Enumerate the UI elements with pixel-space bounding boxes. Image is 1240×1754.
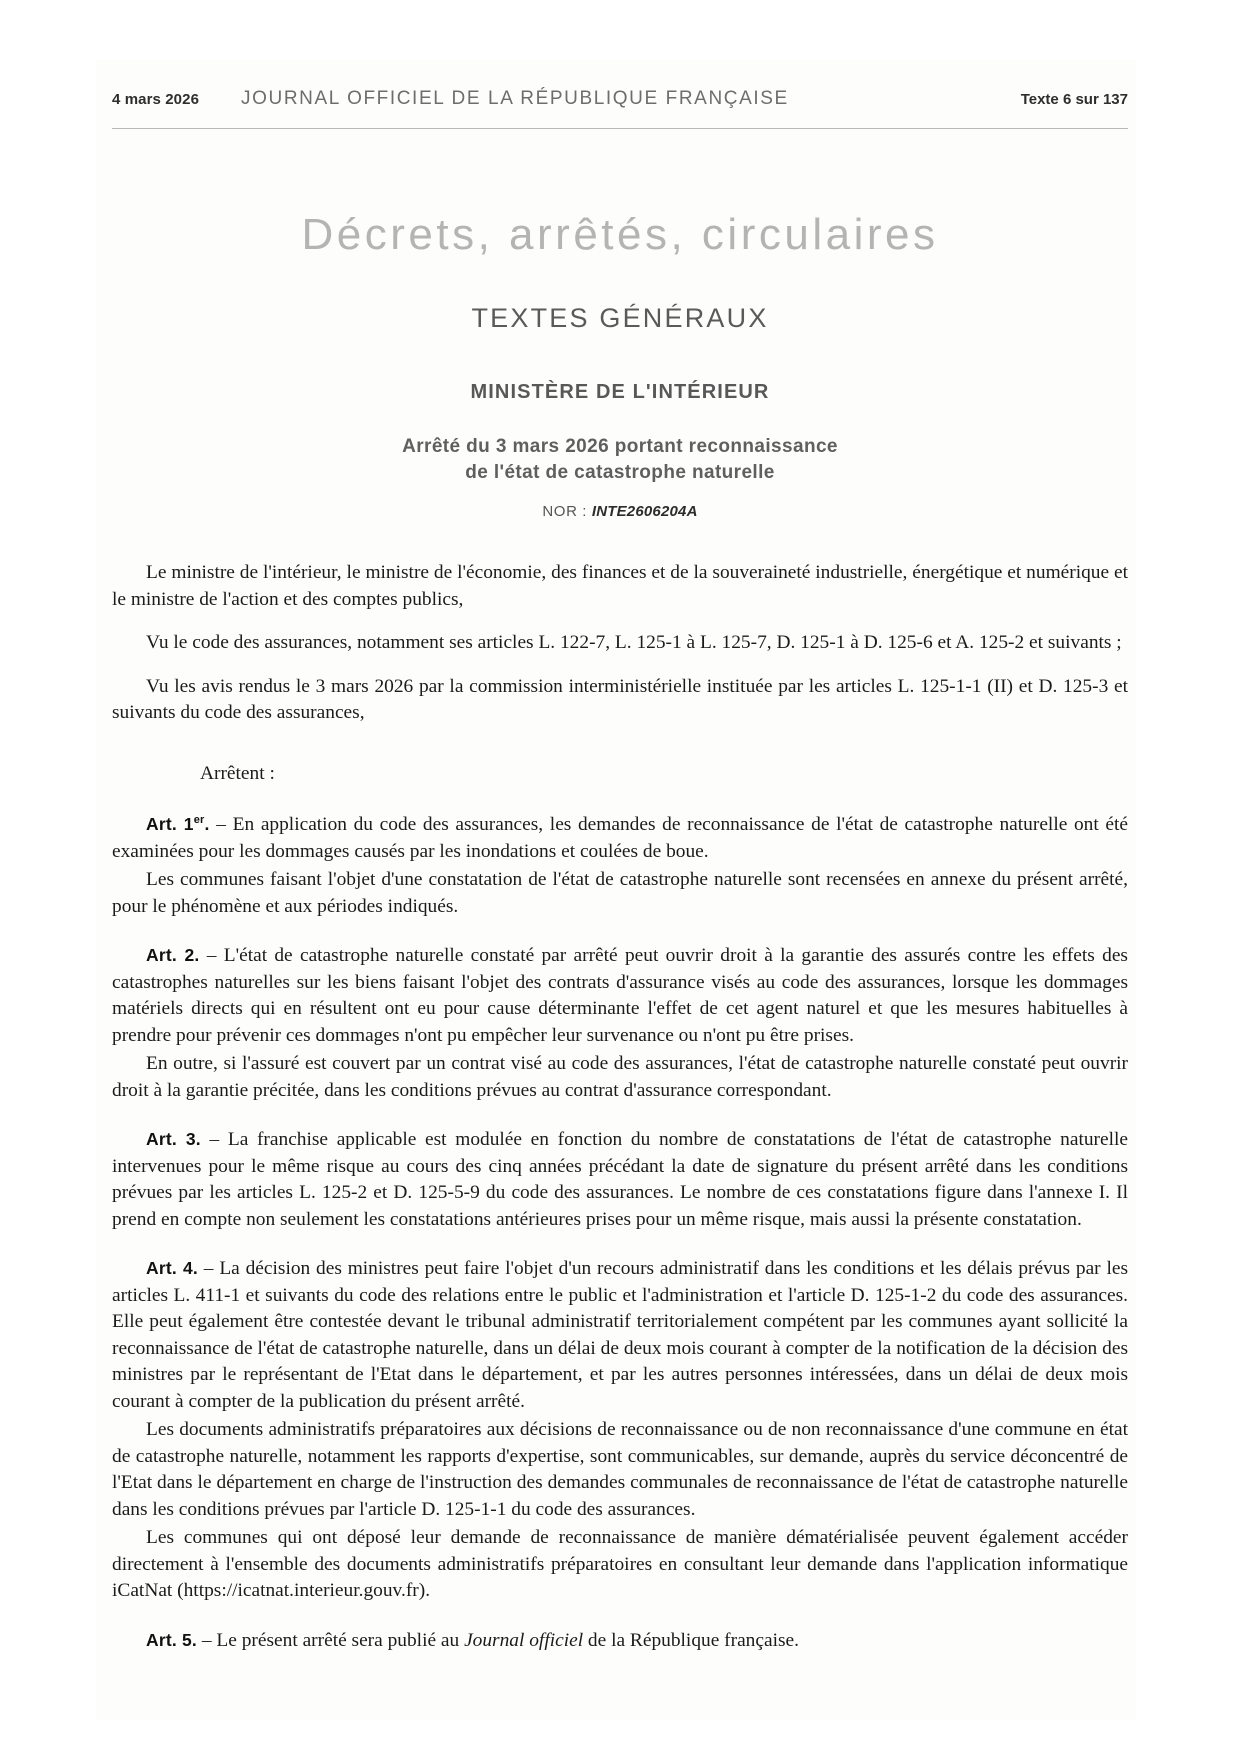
preamble-paragraph: Le ministre de l'intérieur, le ministre de l'économie, des finances et de la souveraineté industrielle, énergétique et numérique et le ministre de l'action et des comptes publics, bbox=[112, 562, 1128, 610]
article-1-paragraph-2: Les communes faisant l'objet d'une constatation de l'état de catastrophe naturelle sont recensées en annexe du présent arrêté, pour le phénomène et aux périodes indiqués. bbox=[112, 869, 1128, 917]
publication-date: 4 mars 2026 bbox=[112, 91, 200, 108]
nor-line bbox=[0, 503, 1240, 520]
article-5-label: Art. 5. bbox=[146, 1629, 197, 1650]
vu-paragraph-2: Vu les avis rendus le 3 mars 2026 par la commission interministérielle instituée par les articles L. 125-1-1 (II) et D. 125-3 et suivants du code des assurances, bbox=[112, 675, 1128, 723]
act-title bbox=[0, 434, 1240, 486]
paragraph-spacer bbox=[112, 1104, 1128, 1126]
article-4-text-1: La décision des ministres peut faire l'objet d'un recours administratif dans les conditions et les délais prévus par les articles L. 411-1 et suivants du code des relations entre le public et l'administration et l'article D. 125-1-2 du code des assurances. Elle peut également être contestée devant le tribunal administratif territorialement compétent par les communes ayant sollicité la reconnaissance de l'état de catastrophe naturelle, dans un délai de deux mois courant à compter de la notification de la décision des ministres par le représentant de l'Etat dans le département, et par les autres personnes intéressées, dans un délai de deux mois courant à compter de la publication du présent arrêté. bbox=[112, 1258, 1128, 1412]
act-title-line-1: Arrêté du 3 mars 2026 portant reconnaissance bbox=[402, 436, 838, 457]
journal-officiel-italic: Journal officiel bbox=[464, 1629, 584, 1651]
article-1-paragraph-1 bbox=[112, 811, 1128, 865]
paragraph-spacer bbox=[112, 657, 1128, 674]
page-title: Décrets, arrêtés, circulaires bbox=[301, 210, 939, 259]
article-4-paragraph-1 bbox=[112, 1255, 1128, 1415]
article-2-paragraph-2: En outre, si l'assuré est couvert par un contrat visé au code des assurances, l'état de catastrophe naturelle constaté peut ouvrir droit à la garantie précitée, dans les conditions prévues au contrat d'assurance correspondant. bbox=[112, 1053, 1128, 1101]
arretent-line: Arrêtent : bbox=[200, 762, 275, 784]
article-5-text-after: de la République française. bbox=[583, 1629, 799, 1651]
vu-paragraph-1: Vu le code des assurances, notamment ses articles L. 122-7, L. 125-1 à L. 125-7, D. 125-1 à D. 125-6 et A. 125-2 et suivants ; bbox=[146, 632, 1122, 653]
section-heading: TEXTES GÉNÉRAUX bbox=[471, 303, 769, 333]
page-running-head bbox=[112, 88, 1128, 114]
document-body bbox=[112, 560, 1128, 1654]
article-5-dash: – bbox=[201, 1629, 212, 1651]
article-2-text-1: L'état de catastrophe naturelle constaté par arrêté peut ouvrir droit à la garantie des assurés contre les effets des catastrophes naturelles sur les biens faisant l'objet des contrats d'assurance visés au code des assurances, lorsque les dommages matériels directs qui en résultent ont eu pour cause déterminante l'effet de cet agent naturel et que les mesures habituelles à prendre pour prévenir ces dommages n'ont pu empêcher leur survenance ou n'ont pu être prises. bbox=[112, 945, 1128, 1046]
article-2-dash: – bbox=[206, 945, 217, 966]
article-4-paragraph-3: Les communes qui ont déposé leur demande de reconnaissance de manière dématérialisée peuvent également accéder directement à l'ensemble des documents administratifs préparatoires en consultant leur demande dans l'application informatique iCatNat (https://icatnat.interieur.gouv.fr). bbox=[112, 1527, 1128, 1601]
article-3-label: Art. 3. bbox=[146, 1129, 201, 1149]
article-3-paragraph-1 bbox=[112, 1126, 1128, 1233]
article-3-dash: – bbox=[209, 1129, 220, 1150]
article-4-label: Art. 4. bbox=[146, 1258, 198, 1278]
paragraph-spacer bbox=[112, 1605, 1128, 1627]
journal-title: JOURNAL OFFICIEL DE LA RÉPUBLIQUE FRANÇAISE bbox=[241, 88, 789, 109]
nor-label: NOR : bbox=[542, 503, 588, 520]
act-title-line-2: de l'état de catastrophe naturelle bbox=[465, 462, 775, 483]
article-4-paragraph-2: Les documents administratifs préparatoires aux décisions de reconnaissance ou de non reconnaissance d'une commune en état de catastrophe naturelle, notamment les rapports d'expertise, sont communicables, sur demande, auprès du service déconcentré de l'Etat dans le département en charge de l'instruction des demandes communales de reconnaissance de l'état de catastrophe naturelle dans les conditions prévues par l'article D. 125-1-1 du code des assurances. bbox=[112, 1419, 1128, 1520]
article-2-paragraph-1 bbox=[112, 942, 1128, 1049]
article-5-paragraph-1 bbox=[112, 1627, 1128, 1655]
paragraph-spacer bbox=[112, 1233, 1128, 1255]
nor-code: INTE2606204A bbox=[591, 503, 698, 520]
article-3-text-1: La franchise applicable est modulée en fonction du nombre de constatations de l'état de catastrophe naturelle intervenues pour le même risque au cours des cinq années précédant la date de signature du présent arrêté dans les conditions prévues par les articles L. 125-2 et D. 125-5-9 du code des assurances. Le nombre de ces constatations figure dans l'annexe I. Il prend en compte non seulement les constatations antérieures prises pour un même risque, mais aussi la présente constatation. bbox=[112, 1129, 1128, 1230]
article-1-text-1: En application du code des assurances, les demandes de reconnaissance de l'état de catastrophe naturelle ont été examinées pour les dommages causés par les inondations et coulées de boue. bbox=[112, 814, 1128, 862]
article-1-dash: – bbox=[216, 814, 226, 835]
paragraph-spacer bbox=[112, 920, 1128, 942]
article-5-text-before: Le présent arrêté sera publié au bbox=[216, 1629, 465, 1651]
paragraph-spacer bbox=[112, 613, 1128, 630]
article-1-label: Art. 1er. bbox=[146, 814, 210, 834]
ministry-heading: MINISTÈRE DE L'INTÉRIEUR bbox=[470, 381, 770, 403]
article-4-dash: – bbox=[203, 1258, 214, 1279]
text-reference: Texte 6 sur 137 bbox=[1020, 91, 1128, 108]
header-divider bbox=[112, 128, 1128, 129]
article-2-label: Art. 2. bbox=[146, 945, 200, 965]
